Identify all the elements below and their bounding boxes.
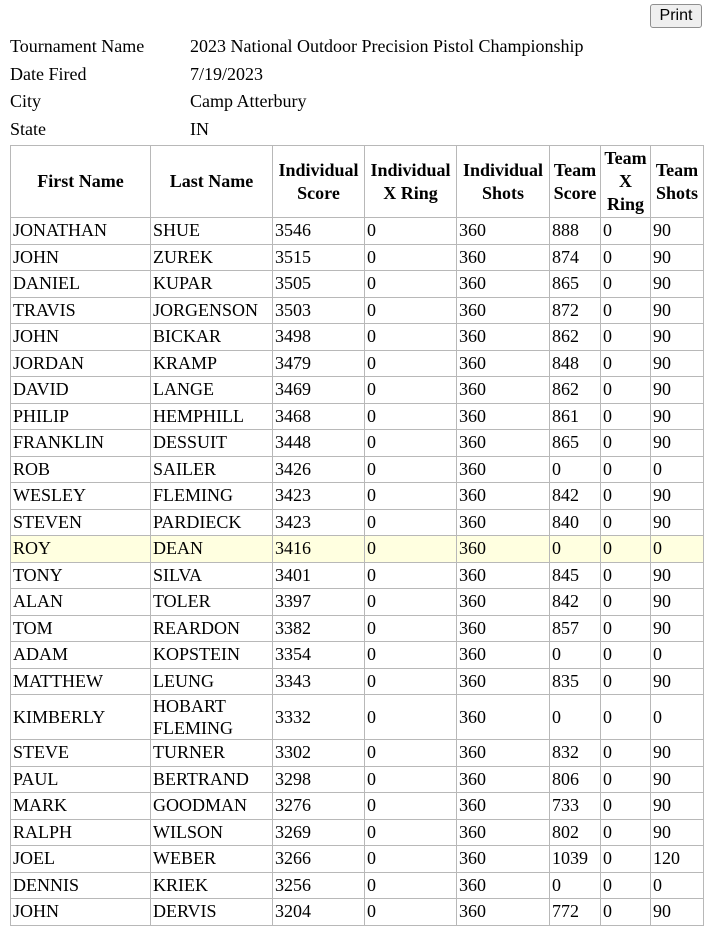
individual-x-ring-cell: 0 xyxy=(365,509,457,536)
last-name-cell: WILSON xyxy=(151,819,273,846)
last-name-cell: BERTRAND xyxy=(151,766,273,793)
team-x-ring-cell: 0 xyxy=(601,271,651,298)
last-name-cell: KRAMP xyxy=(151,350,273,377)
individual-shots-cell: 360 xyxy=(457,483,550,510)
team-score-cell: 862 xyxy=(550,377,601,404)
first-name-cell: DANIEL xyxy=(11,271,151,298)
column-header[interactable]: Individual Shots xyxy=(457,146,550,218)
first-name-cell: MARK xyxy=(11,793,151,820)
individual-x-ring-cell: 0 xyxy=(365,642,457,669)
team-score-cell: 0 xyxy=(550,695,601,740)
individual-x-ring-cell: 0 xyxy=(365,668,457,695)
table-row xyxy=(11,766,704,793)
table-row xyxy=(11,297,704,324)
team-score-cell: 872 xyxy=(550,297,601,324)
individual-x-ring-cell: 0 xyxy=(365,218,457,245)
table-row xyxy=(11,430,704,457)
team-score-cell: 0 xyxy=(550,456,601,483)
team-shots-cell: 90 xyxy=(651,244,704,271)
individual-score-cell: 3266 xyxy=(273,846,365,873)
table-row xyxy=(11,403,704,430)
column-header[interactable]: Team X Ring xyxy=(601,146,651,218)
individual-shots-cell: 360 xyxy=(457,218,550,245)
individual-shots-cell: 360 xyxy=(457,403,550,430)
table-row xyxy=(11,350,704,377)
team-x-ring-cell: 0 xyxy=(601,615,651,642)
first-name-cell: JOEL xyxy=(11,846,151,873)
info-row-date-fired xyxy=(10,61,584,89)
table-row xyxy=(11,846,704,873)
team-shots-cell: 0 xyxy=(651,695,704,740)
individual-score-cell: 3354 xyxy=(273,642,365,669)
first-name-cell: RALPH xyxy=(11,819,151,846)
team-score-cell: 848 xyxy=(550,350,601,377)
individual-shots-cell: 360 xyxy=(457,819,550,846)
last-name-cell: REARDON xyxy=(151,615,273,642)
team-x-ring-cell: 0 xyxy=(601,536,651,563)
scores-table xyxy=(10,145,704,926)
team-score-cell: 874 xyxy=(550,244,601,271)
column-header[interactable]: First Name xyxy=(11,146,151,218)
individual-x-ring-cell: 0 xyxy=(365,483,457,510)
info-value: Camp Atterbury xyxy=(190,91,307,112)
individual-x-ring-cell: 0 xyxy=(365,350,457,377)
table-row xyxy=(11,819,704,846)
team-score-cell: 861 xyxy=(550,403,601,430)
info-value: 2023 National Outdoor Precision Pistol Championship xyxy=(190,36,584,57)
team-shots-cell: 90 xyxy=(651,403,704,430)
last-name-cell: KRIEK xyxy=(151,872,273,899)
table-row xyxy=(11,218,704,245)
individual-shots-cell: 360 xyxy=(457,562,550,589)
team-score-cell: 862 xyxy=(550,324,601,351)
individual-shots-cell: 360 xyxy=(457,350,550,377)
individual-score-cell: 3505 xyxy=(273,271,365,298)
team-x-ring-cell: 0 xyxy=(601,377,651,404)
first-name-cell: JOHN xyxy=(11,244,151,271)
team-score-cell: 802 xyxy=(550,819,601,846)
team-x-ring-cell: 0 xyxy=(601,350,651,377)
individual-score-cell: 3416 xyxy=(273,536,365,563)
team-shots-cell: 90 xyxy=(651,562,704,589)
team-x-ring-cell: 0 xyxy=(601,403,651,430)
individual-x-ring-cell: 0 xyxy=(365,793,457,820)
first-name-cell: JOHN xyxy=(11,899,151,926)
individual-score-cell: 3401 xyxy=(273,562,365,589)
table-row xyxy=(11,509,704,536)
last-name-cell: ZUREK xyxy=(151,244,273,271)
individual-shots-cell: 360 xyxy=(457,615,550,642)
last-name-cell: WEBER xyxy=(151,846,273,873)
info-row-tournament-name xyxy=(10,33,584,61)
team-shots-cell: 90 xyxy=(651,430,704,457)
team-score-cell: 806 xyxy=(550,766,601,793)
team-x-ring-cell: 0 xyxy=(601,642,651,669)
first-name-cell: WESLEY xyxy=(11,483,151,510)
individual-x-ring-cell: 0 xyxy=(365,589,457,616)
individual-shots-cell: 360 xyxy=(457,589,550,616)
individual-score-cell: 3298 xyxy=(273,766,365,793)
first-name-cell: TONY xyxy=(11,562,151,589)
individual-score-cell: 3332 xyxy=(273,695,365,740)
team-x-ring-cell: 0 xyxy=(601,297,651,324)
team-shots-cell: 90 xyxy=(651,615,704,642)
table-row xyxy=(11,244,704,271)
team-x-ring-cell: 0 xyxy=(601,872,651,899)
column-header[interactable]: Individual X Ring xyxy=(365,146,457,218)
team-shots-cell: 90 xyxy=(651,509,704,536)
last-name-cell: SILVA xyxy=(151,562,273,589)
team-shots-cell: 90 xyxy=(651,766,704,793)
team-shots-cell: 90 xyxy=(651,819,704,846)
team-shots-cell: 90 xyxy=(651,350,704,377)
last-name-cell: TURNER xyxy=(151,740,273,767)
team-score-cell: 832 xyxy=(550,740,601,767)
team-score-cell: 772 xyxy=(550,899,601,926)
first-name-cell: ROB xyxy=(11,456,151,483)
last-name-cell: KOPSTEIN xyxy=(151,642,273,669)
first-name-cell: ADAM xyxy=(11,642,151,669)
first-name-cell: JONATHAN xyxy=(11,218,151,245)
info-row-state xyxy=(10,116,584,144)
first-name-cell: PAUL xyxy=(11,766,151,793)
individual-score-cell: 3469 xyxy=(273,377,365,404)
last-name-cell: PARDIECK xyxy=(151,509,273,536)
first-name-cell: ROY xyxy=(11,536,151,563)
first-name-cell: STEVE xyxy=(11,740,151,767)
team-shots-cell: 90 xyxy=(651,218,704,245)
table-row xyxy=(11,377,704,404)
team-shots-cell: 90 xyxy=(651,271,704,298)
individual-shots-cell: 360 xyxy=(457,509,550,536)
team-shots-cell: 0 xyxy=(651,872,704,899)
team-shots-cell: 90 xyxy=(651,899,704,926)
info-label: Tournament Name xyxy=(10,36,145,57)
individual-score-cell: 3426 xyxy=(273,456,365,483)
team-x-ring-cell: 0 xyxy=(601,483,651,510)
table-row xyxy=(11,456,704,483)
first-name-cell: DAVID xyxy=(11,377,151,404)
individual-x-ring-cell: 0 xyxy=(365,324,457,351)
team-x-ring-cell: 0 xyxy=(601,509,651,536)
individual-shots-cell: 360 xyxy=(457,324,550,351)
first-name-cell: PHILIP xyxy=(11,403,151,430)
individual-shots-cell: 360 xyxy=(457,536,550,563)
team-x-ring-cell: 0 xyxy=(601,324,651,351)
individual-shots-cell: 360 xyxy=(457,642,550,669)
team-score-cell: 842 xyxy=(550,589,601,616)
individual-x-ring-cell: 0 xyxy=(365,244,457,271)
first-name-cell: KIMBERLY xyxy=(11,695,151,740)
team-score-cell: 888 xyxy=(550,218,601,245)
team-x-ring-cell: 0 xyxy=(601,562,651,589)
last-name-cell: DERVIS xyxy=(151,899,273,926)
table-row xyxy=(11,899,704,926)
team-x-ring-cell: 0 xyxy=(601,740,651,767)
team-x-ring-cell: 0 xyxy=(601,793,651,820)
table-row xyxy=(11,589,704,616)
individual-shots-cell: 360 xyxy=(457,766,550,793)
individual-x-ring-cell: 0 xyxy=(365,536,457,563)
team-x-ring-cell: 0 xyxy=(601,846,651,873)
team-x-ring-cell: 0 xyxy=(601,766,651,793)
first-name-cell: JOHN xyxy=(11,324,151,351)
individual-shots-cell: 360 xyxy=(457,695,550,740)
team-shots-cell: 0 xyxy=(651,456,704,483)
individual-shots-cell: 360 xyxy=(457,740,550,767)
table-row xyxy=(11,562,704,589)
last-name-cell: DESSUIT xyxy=(151,430,273,457)
team-x-ring-cell: 0 xyxy=(601,695,651,740)
individual-x-ring-cell: 0 xyxy=(365,562,457,589)
individual-score-cell: 3343 xyxy=(273,668,365,695)
last-name-cell: JORGENSON xyxy=(151,297,273,324)
last-name-cell: TOLER xyxy=(151,589,273,616)
individual-score-cell: 3515 xyxy=(273,244,365,271)
team-x-ring-cell: 0 xyxy=(601,668,651,695)
team-x-ring-cell: 0 xyxy=(601,218,651,245)
team-score-cell: 0 xyxy=(550,872,601,899)
team-shots-cell: 90 xyxy=(651,297,704,324)
team-x-ring-cell: 0 xyxy=(601,899,651,926)
team-x-ring-cell: 0 xyxy=(601,456,651,483)
individual-score-cell: 3397 xyxy=(273,589,365,616)
last-name-cell: FLEMING xyxy=(151,483,273,510)
team-shots-cell: 90 xyxy=(651,589,704,616)
last-name-cell: GOODMAN xyxy=(151,793,273,820)
table-row xyxy=(11,695,704,740)
column-header[interactable]: Last Name xyxy=(151,146,273,218)
team-shots-cell: 90 xyxy=(651,668,704,695)
individual-shots-cell: 360 xyxy=(457,430,550,457)
last-name-cell: SHUE xyxy=(151,218,273,245)
team-score-cell: 840 xyxy=(550,509,601,536)
individual-x-ring-cell: 0 xyxy=(365,846,457,873)
last-name-cell: HOBART FLEMING xyxy=(151,695,273,740)
individual-score-cell: 3479 xyxy=(273,350,365,377)
individual-shots-cell: 360 xyxy=(457,846,550,873)
individual-x-ring-cell: 0 xyxy=(365,899,457,926)
info-value: IN xyxy=(190,118,209,139)
individual-score-cell: 3503 xyxy=(273,297,365,324)
table-row xyxy=(11,642,704,669)
individual-score-cell: 3204 xyxy=(273,899,365,926)
individual-x-ring-cell: 0 xyxy=(365,430,457,457)
team-score-cell: 842 xyxy=(550,483,601,510)
team-score-cell: 1039 xyxy=(550,846,601,873)
first-name-cell: TRAVIS xyxy=(11,297,151,324)
table-row xyxy=(11,324,704,351)
table-row xyxy=(11,615,704,642)
individual-x-ring-cell: 0 xyxy=(365,740,457,767)
team-shots-cell: 90 xyxy=(651,740,704,767)
info-row-city xyxy=(10,88,584,116)
info-label: Date Fired xyxy=(10,63,87,84)
print-button[interactable]: Print xyxy=(650,4,702,28)
first-name-cell: ALAN xyxy=(11,589,151,616)
last-name-cell: HEMPHILL xyxy=(151,403,273,430)
team-score-cell: 865 xyxy=(550,430,601,457)
team-score-cell: 857 xyxy=(550,615,601,642)
individual-x-ring-cell: 0 xyxy=(365,456,457,483)
first-name-cell: TOM xyxy=(11,615,151,642)
first-name-cell: DENNIS xyxy=(11,872,151,899)
individual-shots-cell: 360 xyxy=(457,271,550,298)
individual-shots-cell: 360 xyxy=(457,793,550,820)
team-score-cell: 0 xyxy=(550,642,601,669)
individual-x-ring-cell: 0 xyxy=(365,377,457,404)
individual-x-ring-cell: 0 xyxy=(365,271,457,298)
info-value: 7/19/2023 xyxy=(190,63,264,84)
individual-shots-cell: 360 xyxy=(457,377,550,404)
table-row xyxy=(11,668,704,695)
individual-x-ring-cell: 0 xyxy=(365,819,457,846)
team-shots-cell: 90 xyxy=(651,483,704,510)
individual-score-cell: 3546 xyxy=(273,218,365,245)
last-name-cell: BICKAR xyxy=(151,324,273,351)
individual-score-cell: 3276 xyxy=(273,793,365,820)
individual-x-ring-cell: 0 xyxy=(365,766,457,793)
individual-x-ring-cell: 0 xyxy=(365,403,457,430)
table-row xyxy=(11,271,704,298)
first-name-cell: STEVEN xyxy=(11,509,151,536)
table-row xyxy=(11,793,704,820)
header-row xyxy=(11,146,704,218)
individual-x-ring-cell: 0 xyxy=(365,872,457,899)
team-shots-cell: 90 xyxy=(651,377,704,404)
team-x-ring-cell: 0 xyxy=(601,589,651,616)
team-score-cell: 0 xyxy=(550,536,601,563)
last-name-cell: LANGE xyxy=(151,377,273,404)
team-shots-cell: 90 xyxy=(651,793,704,820)
individual-shots-cell: 360 xyxy=(457,244,550,271)
individual-score-cell: 3498 xyxy=(273,324,365,351)
individual-score-cell: 3302 xyxy=(273,740,365,767)
column-header[interactable]: Team Score xyxy=(550,146,601,218)
team-x-ring-cell: 0 xyxy=(601,244,651,271)
individual-score-cell: 3423 xyxy=(273,483,365,510)
individual-x-ring-cell: 0 xyxy=(365,297,457,324)
scores-body xyxy=(11,218,704,926)
individual-shots-cell: 360 xyxy=(457,297,550,324)
individual-x-ring-cell: 0 xyxy=(365,615,457,642)
column-header[interactable]: Individual Score xyxy=(273,146,365,218)
team-x-ring-cell: 0 xyxy=(601,819,651,846)
individual-x-ring-cell: 0 xyxy=(365,695,457,740)
last-name-cell: DEAN xyxy=(151,536,273,563)
first-name-cell: JORDAN xyxy=(11,350,151,377)
team-score-cell: 845 xyxy=(550,562,601,589)
last-name-cell: LEUNG xyxy=(151,668,273,695)
first-name-cell: MATTHEW xyxy=(11,668,151,695)
team-shots-cell: 0 xyxy=(651,642,704,669)
team-score-cell: 865 xyxy=(550,271,601,298)
last-name-cell: KUPAR xyxy=(151,271,273,298)
table-row xyxy=(11,483,704,510)
individual-shots-cell: 360 xyxy=(457,872,550,899)
tournament-info xyxy=(10,33,584,143)
individual-score-cell: 3448 xyxy=(273,430,365,457)
table-row xyxy=(11,740,704,767)
column-header[interactable]: Team Shots xyxy=(651,146,704,218)
individual-score-cell: 3269 xyxy=(273,819,365,846)
team-score-cell: 733 xyxy=(550,793,601,820)
team-shots-cell: 120 xyxy=(651,846,704,873)
team-shots-cell: 0 xyxy=(651,536,704,563)
individual-score-cell: 3256 xyxy=(273,872,365,899)
last-name-cell: SAILER xyxy=(151,456,273,483)
team-shots-cell: 90 xyxy=(651,324,704,351)
individual-shots-cell: 360 xyxy=(457,456,550,483)
info-label: City xyxy=(10,91,42,112)
individual-score-cell: 3382 xyxy=(273,615,365,642)
individual-shots-cell: 360 xyxy=(457,668,550,695)
individual-score-cell: 3468 xyxy=(273,403,365,430)
individual-score-cell: 3423 xyxy=(273,509,365,536)
info-label: State xyxy=(10,118,46,139)
table-row xyxy=(11,536,704,563)
individual-shots-cell: 360 xyxy=(457,899,550,926)
first-name-cell: FRANKLIN xyxy=(11,430,151,457)
table-row xyxy=(11,872,704,899)
team-x-ring-cell: 0 xyxy=(601,430,651,457)
team-score-cell: 835 xyxy=(550,668,601,695)
